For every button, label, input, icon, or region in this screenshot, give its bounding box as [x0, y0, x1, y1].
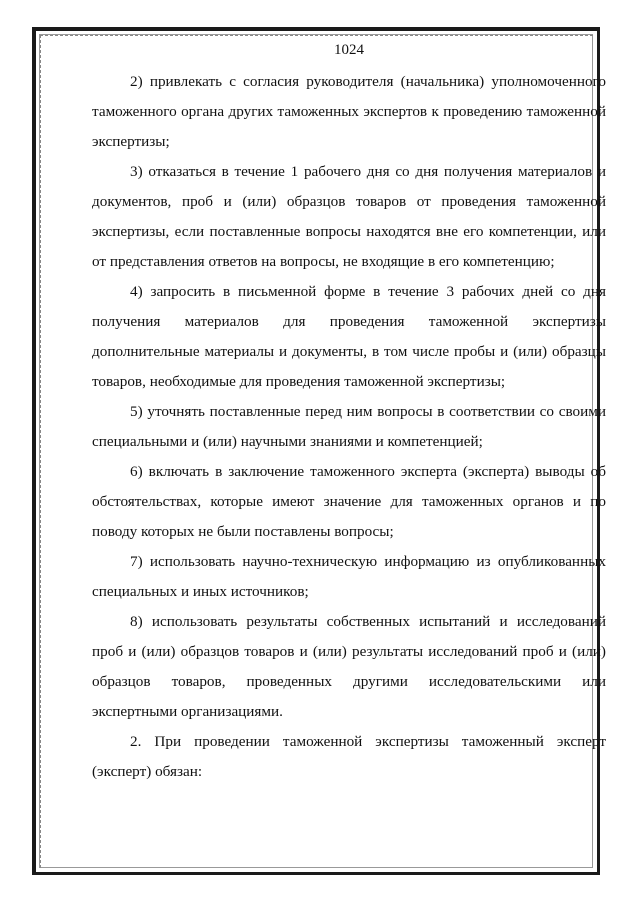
page-content — [92, 39, 606, 787]
document-page — [32, 27, 606, 875]
page-number: 1024 — [334, 42, 364, 58]
paragraph-item-4: 4) запросить в письменной форме в течение 3 рабочих дней со дня получения материалов для проведения таможенной экспертизы дополнительные материалы и документы, в том числе пробы и (или) образцы товаров, необходимые для проведения таможенной экспертизы; — [92, 283, 606, 390]
paragraph-item-3: 3) отказаться в течение 1 рабочего дня со дня получения материалов и документов, проб и (или) образцов товаров от проведения таможенной экспертизы, если поставленные вопросы находятся вне его компетенции, или от представления ответов на вопросы, не входящие в его компетенцию; — [92, 163, 606, 270]
paragraph-section-2: 2. При проведении таможенной экспертизы таможенный эксперт (эксперт) обязан: — [92, 733, 606, 780]
paragraph-item-7: 7) использовать научно-техническую информацию из опубликованных специальных и иных источников; — [92, 553, 606, 600]
paragraph-item-8: 8) использовать результаты собственных испытаний и исследований проб и (или) образцов товаров и (или) результаты исследований проб и (или) образцов товаров, проведенных другими исследовательскими или экспертными организациями. — [92, 613, 606, 720]
paragraph-item-2: 2) привлекать с согласия руководителя (начальника) уполномоченного таможенного органа других таможенных экспертов к проведению таможенной экспертизы; — [92, 73, 606, 150]
paragraph-item-6: 6) включать в заключение таможенного эксперта (эксперта) выводы об обстоятельствах, которые имеют значение для таможенных органов и по поводу которых не были поставлены вопросы; — [92, 463, 606, 540]
paragraph-item-5: 5) уточнять поставленные перед ним вопросы в соответствии со своими специальными и (или) научными знаниями и компетенцией; — [92, 403, 606, 450]
